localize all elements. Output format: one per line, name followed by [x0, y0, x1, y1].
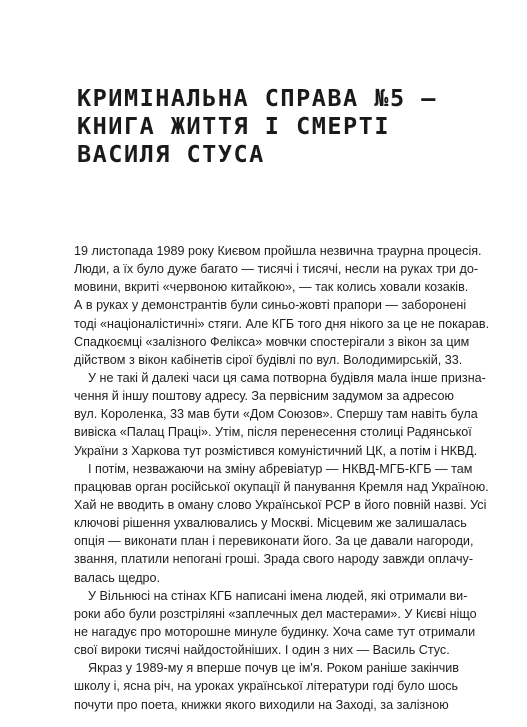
text-line: Якраз у 1989-му я вперше почув це ім'я. Роком раніше закінчив	[88, 661, 459, 676]
text-line: У Вільнюсі на стінах КГБ написані імена людей, які отримали ви-	[88, 588, 468, 603]
text-line: України з Харкова тут розмістився комуністичний ЦК, а потім і НКВД.	[74, 443, 478, 458]
text-line: Люди, а їх було дуже багато — тисячі і тисячі, несли на руках три до-	[74, 262, 479, 277]
text-line: свої вироки тисячі найдостойніших. І один з них — Василь Стус.	[74, 643, 450, 658]
text-line: мовини, вкриті «червоною китайкою», — так колись ховали козаків.	[74, 280, 469, 295]
chapter-title-line-1: КРИМІНАЛЬНА СПРАВА №5 –	[77, 84, 437, 112]
text-line: А в руках у демонстрантів були синьо-жовті прапори — заборонені	[74, 298, 467, 313]
body-text	[74, 242, 490, 714]
text-line: опція — виконати план і перевиконати його. За це давали нагороди,	[74, 534, 474, 549]
chapter-title-line-3: ВАСИЛЯ СТУСА	[77, 140, 265, 168]
chapter-title-line-2: КНИГА ЖИТТЯ І СМЕРТІ	[77, 112, 390, 140]
text-line: звання, платили непогані гроші. Зрада свого народу завжди оплачу-	[74, 552, 474, 567]
text-line: не нагадує про моторошне минуле будинку. Хоча саме тут отримали	[74, 624, 476, 639]
text-line: ключові рішення ухвалювались у Москві. Місцевим же залишалась	[74, 516, 467, 531]
text-line: працював орган російської окупації й панування Кремля над Україною.	[74, 479, 489, 494]
text-line: вул. Короленка, 33 мав бути «Дом Союзов». Спершу там навіть була	[74, 407, 478, 422]
chapter-title	[77, 84, 497, 168]
text-line: вивіска «Палац Праці». Утім, після перенесення столиці Радянської	[74, 425, 472, 440]
text-line: почути про поета, книжки якого виходили на Заході, за залізною	[74, 697, 449, 712]
text-line: тоді «націоналістичні» стяги. Але КГБ того дня нікого за це не покарав.	[74, 316, 490, 331]
text-line: валась щедро.	[74, 570, 161, 585]
text-line: чення й іншу поштову адресу. За первісним задумом за адресою	[74, 389, 454, 404]
text-line: Хай не вводить в оману слово Української РСР в його повній назві. Усі	[74, 497, 487, 512]
text-line: У не такі й далекі часи ця сама потворна будівля мала інше призна-	[88, 370, 486, 385]
text-line: Спадкоємці «залізного Фелікса» мовчки спостерігали з вікон за цим	[74, 334, 470, 349]
text-line: 19 листопада 1989 року Києвом пройшла незвична траурна процесія.	[74, 244, 482, 258]
text-line: І потім, незважаючи на зміну абревіатур — НКВД-МГБ-КГБ — там	[88, 461, 473, 476]
text-line: роки або були розстріляні «заплечных дел мастерами». У Києві ніщо	[74, 606, 477, 621]
text-line: дійством з вікон кабінетів сірої будівлі по вул. Володимирській, 33.	[74, 352, 463, 367]
text-line: школу і, ясна річ, на уроках української літератури годі було шось	[74, 679, 459, 694]
